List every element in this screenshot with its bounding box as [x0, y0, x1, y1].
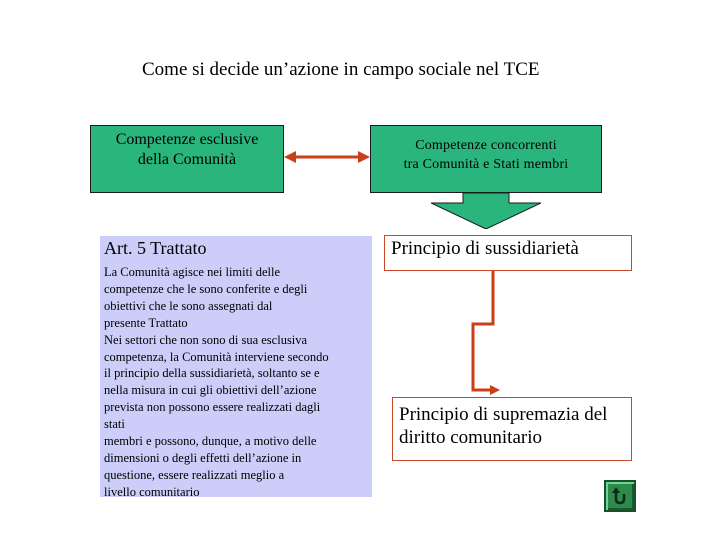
slide-title: Come si decide un’azione in campo sociale nel TCE [142, 59, 540, 80]
subsidiarity-principle-box: Principio di sussidiarietà [384, 235, 632, 271]
down-arrow-shape [431, 193, 541, 229]
supremacy-line1: Principio di supremazia del [399, 404, 608, 425]
double-headed-arrow [284, 150, 370, 164]
return-button[interactable] [604, 480, 636, 512]
concurrent-competences-box [370, 125, 602, 193]
supremacy-line2: diritto comunitario [399, 427, 543, 448]
supremacy-principle-box [392, 397, 632, 461]
exclusive-competences-line1: Competenze esclusive [115, 131, 259, 148]
return-arrow-icon [610, 486, 630, 506]
article-5-box [100, 236, 372, 497]
article-heading: Art. 5 Trattato [104, 238, 207, 258]
concurrent-competences-line1: Competenze concorrenti [415, 138, 557, 153]
concurrent-competences-line2: tra Comunità e Stati membri [403, 157, 569, 172]
exclusive-competences-line2: della Comunità [137, 151, 237, 168]
connector-arrow [470, 271, 500, 397]
exclusive-competences-box [90, 125, 284, 193]
article-body: La Comunità agisce nei limiti delle competenze che le sono conferite e degli obiettivi che le sono assegnati dal presente Trattato Nei settori che non sono di sua esclusiva competenza, la Comunità interviene secondo il principio della sussidiarietà, soltanto se e nella misura in cui gli obiettivi dell’azione prevista non possono essere realizzati dagli stati membri e possono, dunque, a motivo delle dimensioni o degli effetti dell’azione in questione, essere realizzati meglio a livello comunitario [104, 265, 329, 499]
